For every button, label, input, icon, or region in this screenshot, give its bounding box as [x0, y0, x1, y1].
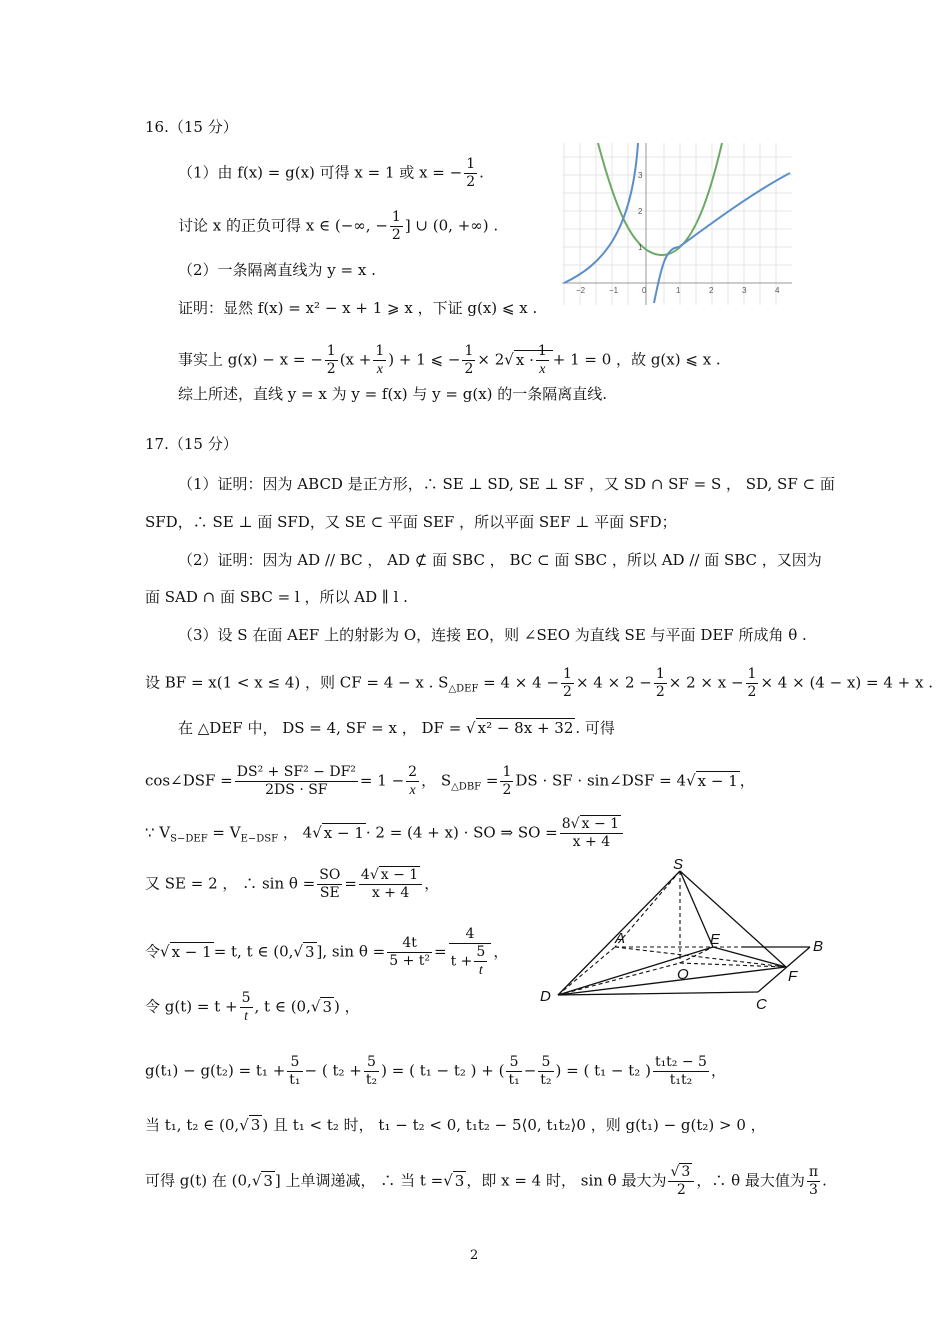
parabola-curve [598, 143, 722, 255]
edge-AF [615, 947, 786, 967]
label-D: D [540, 988, 551, 1005]
y-tick: 2 [638, 207, 643, 216]
q16-line1: （1）由 f(x) = g(x) 可得 x = 1 或 x = − $\frac{1}{2}$ . [178, 156, 484, 190]
page-number: 2 [470, 1248, 479, 1263]
label-C: C [756, 996, 767, 1013]
q17-p8: 令√ x − 1 = t, t ∈ (0,√ 3 ], sin θ = $\frac{4t}{\text{5 + t²}}$ = 4 t + $\frac{5}{t}$ ， [145, 926, 509, 978]
label-E: E [710, 931, 721, 948]
x-tick: 2 [709, 286, 714, 295]
edge-SE [680, 871, 713, 947]
q17-p4: 在 △DEF 中， DS = 4, SF = x ， DF = √ x² − 8x + 32 . 可得 [178, 719, 615, 737]
label-B: B [813, 938, 824, 955]
q17-p3a: （3）设 S 在面 AEF 上的射影为 O，连接 EO，则 ∠SEO 为直线 SE 与平面 DEF 所成角 θ . [178, 626, 807, 644]
q17-header: 17.（15 分） [145, 435, 238, 453]
g-curve-left [564, 143, 638, 283]
y-tick: 1 [638, 243, 643, 252]
y-tick: 3 [638, 171, 643, 180]
x-tick: 4 [775, 286, 780, 295]
q16-line6: 综上所述，直线 y = x 为 y = f(x) 与 y = g(x) 的一条隔离直线. [178, 385, 608, 403]
q16-header: 16.（15 分） [145, 118, 238, 136]
q17-p12: 可得 g(t) 在 (0,√ 3 ] 上单调递减， ∴ 当 t =√ 3 ，即 x = 4 时， sin θ 最大为 $\frac{√ 3}{2}$ ，∴ θ 最大值为 $\frac{\pi}{3}$ . [145, 1164, 827, 1198]
q17-p2a: （2）证明：因为 AD // BC ， AD ⊄ 面 SBC ， BC ⊂ 面 SBC ，所以 AD // 面 SBC ，又因为 [178, 551, 822, 569]
edge-DC [558, 992, 758, 995]
x-tick: 0 [642, 286, 647, 295]
q17-p7: 又 SE = 2 ， ∴ sin θ = $\frac{SO}{SE}$ = $\frac{4√ x - 1}{x + 4}$ ， [145, 867, 440, 901]
x-tick: 1 [676, 286, 681, 295]
q17-p6: ∵ $V_{S-DEF} = V_{E-DSF}$ ， 4√ x − 1 · 2 = (4 + x) · SO ⇒ SO = $\frac{8√ x - 1}{x + 4}$ [145, 816, 625, 851]
pyramid-figure [530, 855, 840, 1015]
label-O: O [677, 966, 689, 983]
x-tick: 3 [742, 286, 747, 295]
q16-line5: 事实上 g(x) − x = − $\frac{1}{2}$ (x + $\frac{1}{x}$ ) + 1 ⩽ − $\frac{1}{2}$ × 2√ x · $\frac{1}{x}$ + 1 = 0 ，故 g(x) ⩽ x . [178, 343, 721, 377]
label-A: A [615, 930, 626, 947]
x-tick: −2 [576, 286, 586, 295]
q17-p3b: 设 BF = x(1 < x ≤ 4) ，则 CF = 4 − x . $S_{\triangle DEF} = 4 \times 4$ − $\frac{1}{2}$ × 4 × 2 − $\frac{1}{2}$ × 2 × x − $\frac{1}{2}$ × 4 × (4 − x) = 4 + x . [145, 666, 933, 700]
q16-function-graph [562, 143, 792, 305]
q17-p1a: （1）证明：因为 ABCD 是正方形，∴ SE ⊥ SD, SE ⊥ SF ，又 SD ∩ SF = S ， SD, SF ⊂ 面 [178, 475, 835, 493]
q16-line4: 证明：显然 f(x) = x² − x + 1 ⩾ x ，下证 g(x) ⩽ x . [178, 299, 538, 317]
q17-p1b: SFD，∴ SE ⊥ 面 SFD，又 SE ⊂ 平面 SEF ，所以平面 SEF ⊥ 平面 SFD； [145, 513, 677, 531]
q17-p11: 当 t₁, t₂ ∈ (0,√ 3 ) 且 t₁ < t₂ 时， t₁ − t₂ < 0, t₁t₂ − 5⟨0, t₁t₂⟩0 ，则 g(t₁) − g(t₂) > 0 ， [145, 1116, 766, 1134]
q16-line3: （2）一条隔离直线为 y = x . [178, 261, 376, 279]
q17-p9: 令 g(t) = t + $\frac{5}{t}$ , t ∈ (0,√ 3 ) ， [145, 990, 360, 1024]
q17-p5: cos∠DSF = $\frac{\text{DS² + SF² − DF²}}{2DS \cdot SF}$ = 1 − $\frac{2}{x}$ ， $S_{\triangle DBF}$ = $\frac{1}{2}$ DS · SF · sin∠DSF = 4√ x − 1 ， [145, 764, 755, 798]
edge-DF [558, 967, 786, 995]
graph-grid [562, 143, 792, 305]
q17-p2b: 面 SAD ∩ 面 SBC = l ，所以 AD ∥ l . [145, 588, 408, 606]
q17-p10: g(t₁) − g(t₂) = t₁ + $\frac{5}{\text{t₁}}$ − ( t₂ + $\frac{5}{\text{t₂}}$ ) = ( t₁ − t₂ ) + ( $\frac{5}{\text{t₁}}$ − $\frac{5}{\text{t₂}}$ ) = ( t₁ − t₂ ) $\frac{\text{t₁t₂ − 5}}{\text{t₁t₂}}$ ， [145, 1054, 726, 1088]
label-S: S [673, 856, 684, 873]
x-tick: −1 [609, 286, 619, 295]
label-F: F [788, 968, 798, 985]
q16-line2: 讨论 x 的正负可得 x ∈ (−∞, − $\frac{1}{2}$ ] ∪ (0, +∞) . [178, 209, 499, 243]
